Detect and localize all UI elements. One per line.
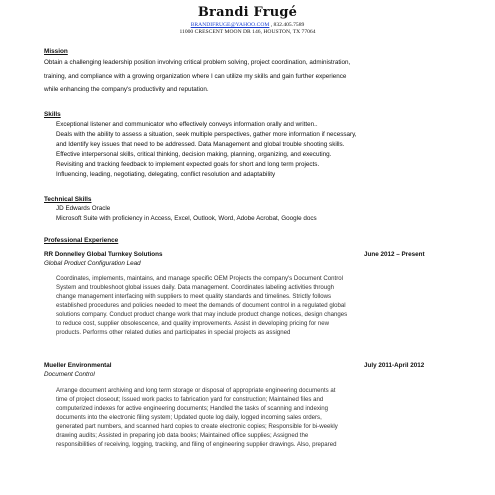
job-organization: Mueller Environmental xyxy=(44,362,112,369)
mission-text xyxy=(44,56,350,97)
mission-heading: Mission xyxy=(44,48,68,55)
job-dates: June 2012 – Present xyxy=(364,251,425,258)
job-description-line: drawing audits; Assisted in preparing job data books; Maintained office supplies; Assigned the xyxy=(56,432,309,439)
job-description-line: System and troubleshoot global issues daily. Data management. Coordinates labeling activities through xyxy=(56,284,334,291)
job-description-line: generated part numbers, and scanned hard copies to create electronic copies; Responsible for bi-weekly xyxy=(56,423,338,430)
skills-heading: Skills xyxy=(44,111,61,118)
mission-line: training, and compliance with a growing organization where I can utilize my skills and gain further experience xyxy=(44,72,347,80)
technical-skill-line: Microsoft Suite with proficiency in Access, Excel, Outlook, Word, Adobe Acrobat, Google docs xyxy=(56,215,317,222)
job-description xyxy=(56,386,338,449)
job-description-line: computerized indexes for active engineering documents; Handled the tasks of scanning and indexing xyxy=(56,405,329,412)
technical-skill-line: JD Edwards Oracle xyxy=(56,205,111,212)
technical-skills-heading: Technical Skills xyxy=(44,196,92,203)
job-description-line: documents into the electronic filing system; Updated quote log daily, logged incoming sales orders, xyxy=(56,414,322,421)
phone-number: , 832.405.7589 xyxy=(269,22,305,28)
skill-line: and Identify key issues that need to be addressed. Data Management and global trouble shooting skills. xyxy=(56,141,345,148)
job-role: Global Product Configuration Lead xyxy=(44,260,141,267)
mission-line: Obtain a challenging leadership position involving critical problem solving, project coordination, administration, xyxy=(44,59,351,66)
skill-line: Exceptional listener and communicator who effectively conveys information orally and written.. xyxy=(56,121,318,128)
skill-line: Influencing, leading, negotiating, delegating, conflict resolution and adaptability xyxy=(56,171,276,178)
job-description-line: change management interfacing with suppliers to meet quality standards and timelines. Strictly follows xyxy=(56,293,332,300)
job-description-line: to reduce cost, supplier obsolescence, and quality improvements. Assist in developing pricing for new xyxy=(56,320,330,327)
job-description-line: time of project closeout; Issued work packs to fabrication yard for construction; Maintained files and xyxy=(56,396,324,403)
job-description-line: Arrange document archiving and long term storage or disposal of appropriate engineering documents at xyxy=(56,387,336,394)
skill-line: Revisiting and tracking feedback to implement expected goals for short and long term projects. xyxy=(56,161,320,168)
candidate-name: Brandi Frugé xyxy=(197,5,298,20)
skills-list xyxy=(56,120,357,180)
job-description-line: solutions company. Conduct product change work that may include product change notices, design changes xyxy=(56,311,348,318)
skill-line: Effective interpersonal skills, critical thinking, decision making, planning, organizing, and executing. xyxy=(56,151,332,158)
job-description-line: responsibilities of receiving, logging, tracking, and filing of engineering supplier drawings. Also, prepared xyxy=(56,441,337,448)
technical-skills-list xyxy=(56,204,317,224)
skill-line: Deals with the ability to assess a situation, seek multiple perspectives, gather more information if necessary, xyxy=(56,131,357,138)
job-role: Document Control xyxy=(44,371,95,378)
job-description xyxy=(56,274,347,337)
experience-heading: Professional Experience xyxy=(44,237,119,244)
mission-line: while enhancing the company's productivity and reputation. xyxy=(44,86,209,93)
contact-block xyxy=(0,22,495,36)
job-organization: RR Donnelley Global Turnkey Solutions xyxy=(44,251,163,258)
job-description-line: Coordinates, implements, maintains, and manage specific OEM Projects the company's Document Control xyxy=(56,275,344,282)
job-dates: July 2011-April 2012 xyxy=(364,362,425,369)
job-description-line: established procedures and policies needed to meet the demands of document control in a regulated global xyxy=(56,302,346,309)
email-link[interactable]: BRANDIFRUGE@YAHOO.COM xyxy=(190,22,270,28)
contact-line-1 xyxy=(0,22,495,29)
job-description-line: products. Performs other related duties and participates in special projects as assigned xyxy=(56,329,291,336)
address: 11000 CRESCENT MOON DR 146, HOUSTON, TX 77064 xyxy=(179,29,316,35)
